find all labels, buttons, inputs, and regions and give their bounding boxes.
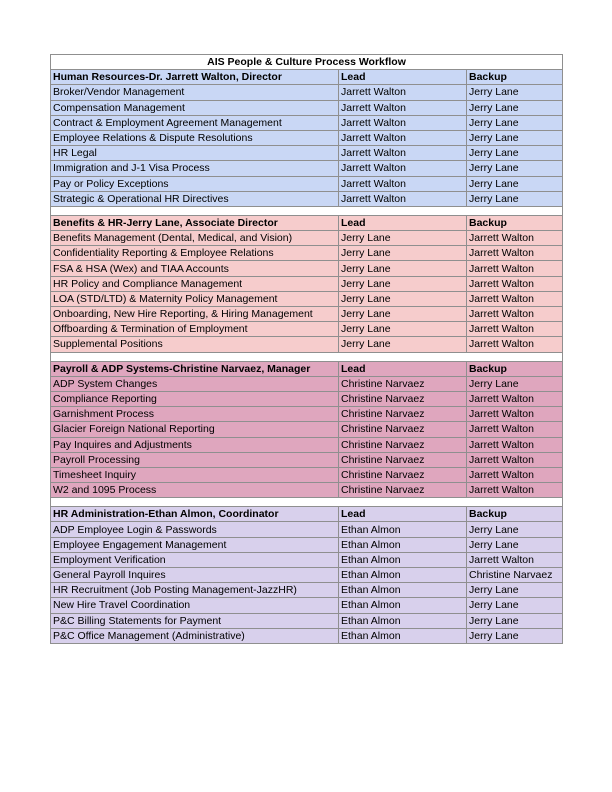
- process-cell: Garnishment Process: [51, 407, 339, 422]
- backup-cell: Jarrett Walton: [467, 483, 563, 498]
- workflow-table-body: [51, 55, 563, 644]
- table-row: [51, 261, 563, 276]
- table-row: [51, 583, 563, 598]
- process-cell: Strategic & Operational HR Directives: [51, 191, 339, 206]
- lead-cell: Jarrett Walton: [339, 146, 467, 161]
- process-cell: W2 and 1095 Process: [51, 483, 339, 498]
- table-row: [51, 85, 563, 100]
- backup-cell: Jarrett Walton: [467, 322, 563, 337]
- spacer-cell: [51, 498, 563, 507]
- backup-cell: Jarrett Walton: [467, 291, 563, 306]
- backup-cell: Jerry Lane: [467, 130, 563, 145]
- backup-cell: Jerry Lane: [467, 100, 563, 115]
- table-row: [51, 161, 563, 176]
- backup-cell: Jarrett Walton: [467, 307, 563, 322]
- lead-cell: Jerry Lane: [339, 337, 467, 352]
- backup-cell: Jerry Lane: [467, 115, 563, 130]
- section-spacer: [51, 352, 563, 361]
- lead-cell: Jarrett Walton: [339, 115, 467, 130]
- lead-cell: Christine Narvaez: [339, 467, 467, 482]
- process-cell: Pay Inquires and Adjustments: [51, 437, 339, 452]
- lead-cell: Ethan Almon: [339, 568, 467, 583]
- lead-cell: Christine Narvaez: [339, 483, 467, 498]
- lead-cell: Jarrett Walton: [339, 191, 467, 206]
- process-cell: Confidentiality Reporting & Employee Relations: [51, 246, 339, 261]
- process-cell: Pay or Policy Exceptions: [51, 176, 339, 191]
- process-cell: Employee Engagement Management: [51, 537, 339, 552]
- backup-cell: Jerry Lane: [467, 85, 563, 100]
- lead-cell: Christine Narvaez: [339, 452, 467, 467]
- table-row: [51, 452, 563, 467]
- table-row: [51, 467, 563, 482]
- workflow-table: [50, 54, 563, 644]
- backup-column-header: Backup: [467, 70, 563, 85]
- backup-cell: Jarrett Walton: [467, 407, 563, 422]
- process-cell: Compliance Reporting: [51, 391, 339, 406]
- backup-column-header: Backup: [467, 507, 563, 522]
- lead-cell: Jerry Lane: [339, 291, 467, 306]
- lead-cell: Jerry Lane: [339, 276, 467, 291]
- process-cell: Payroll Processing: [51, 452, 339, 467]
- lead-cell: Christine Narvaez: [339, 391, 467, 406]
- process-cell: Employment Verification: [51, 552, 339, 567]
- process-cell: Immigration and J-1 Visa Process: [51, 161, 339, 176]
- table-row: [51, 568, 563, 583]
- section-spacer: [51, 498, 563, 507]
- backup-cell: Jarrett Walton: [467, 276, 563, 291]
- spacer-cell: [51, 352, 563, 361]
- lead-cell: Ethan Almon: [339, 598, 467, 613]
- process-cell: Glacier Foreign National Reporting: [51, 422, 339, 437]
- backup-column-header: Backup: [467, 361, 563, 376]
- process-cell: LOA (STD/LTD) & Maternity Policy Management: [51, 291, 339, 306]
- backup-column-header: Backup: [467, 215, 563, 230]
- lead-column-header: Lead: [339, 507, 467, 522]
- table-row: [51, 407, 563, 422]
- table-row: [51, 291, 563, 306]
- lead-cell: Ethan Almon: [339, 552, 467, 567]
- lead-column-header: Lead: [339, 361, 467, 376]
- lead-cell: Ethan Almon: [339, 613, 467, 628]
- spacer-cell: [51, 206, 563, 215]
- backup-cell: Jerry Lane: [467, 161, 563, 176]
- lead-cell: Jerry Lane: [339, 231, 467, 246]
- table-row: [51, 246, 563, 261]
- table-row: [51, 307, 563, 322]
- lead-cell: Jarrett Walton: [339, 100, 467, 115]
- table-row: [51, 130, 563, 145]
- process-cell: New Hire Travel Coordination: [51, 598, 339, 613]
- lead-cell: Jarrett Walton: [339, 176, 467, 191]
- section-header-row: [51, 215, 563, 230]
- process-cell: Broker/Vendor Management: [51, 85, 339, 100]
- table-row: [51, 276, 563, 291]
- backup-cell: Jerry Lane: [467, 537, 563, 552]
- backup-cell: Jerry Lane: [467, 191, 563, 206]
- section-header: Payroll & ADP Systems-Christine Narvaez, Manager: [51, 361, 339, 376]
- table-row: [51, 598, 563, 613]
- section-header: Human Resources-Dr. Jarrett Walton, Director: [51, 70, 339, 85]
- process-cell: Employee Relations & Dispute Resolutions: [51, 130, 339, 145]
- process-cell: Offboarding & Termination of Employment: [51, 322, 339, 337]
- backup-cell: Christine Narvaez: [467, 568, 563, 583]
- backup-cell: Jarrett Walton: [467, 261, 563, 276]
- section-spacer: [51, 206, 563, 215]
- table-row: [51, 100, 563, 115]
- lead-cell: Ethan Almon: [339, 583, 467, 598]
- lead-cell: Jerry Lane: [339, 322, 467, 337]
- lead-cell: Jerry Lane: [339, 246, 467, 261]
- table-row: [51, 552, 563, 567]
- backup-cell: Jerry Lane: [467, 628, 563, 643]
- process-cell: Compensation Management: [51, 100, 339, 115]
- table-row: [51, 176, 563, 191]
- backup-cell: Jarrett Walton: [467, 231, 563, 246]
- lead-cell: Jarrett Walton: [339, 130, 467, 145]
- lead-cell: Christine Narvaez: [339, 407, 467, 422]
- section-header-row: [51, 70, 563, 85]
- process-cell: P&C Billing Statements for Payment: [51, 613, 339, 628]
- backup-cell: Jerry Lane: [467, 613, 563, 628]
- section-header-row: [51, 361, 563, 376]
- lead-cell: Ethan Almon: [339, 628, 467, 643]
- table-row: [51, 628, 563, 643]
- process-cell: ADP Employee Login & Passwords: [51, 522, 339, 537]
- process-cell: Benefits Management (Dental, Medical, and Vision): [51, 231, 339, 246]
- table-row: [51, 376, 563, 391]
- process-cell: ADP System Changes: [51, 376, 339, 391]
- lead-cell: Jarrett Walton: [339, 161, 467, 176]
- process-cell: Timesheet Inquiry: [51, 467, 339, 482]
- lead-cell: Christine Narvaez: [339, 422, 467, 437]
- process-cell: Supplemental Positions: [51, 337, 339, 352]
- backup-cell: Jarrett Walton: [467, 467, 563, 482]
- table-row: [51, 537, 563, 552]
- lead-cell: Ethan Almon: [339, 537, 467, 552]
- section-header: HR Administration-Ethan Almon, Coordinator: [51, 507, 339, 522]
- table-row: [51, 522, 563, 537]
- table-row: [51, 483, 563, 498]
- backup-cell: Jarrett Walton: [467, 391, 563, 406]
- process-cell: General Payroll Inquires: [51, 568, 339, 583]
- lead-cell: Christine Narvaez: [339, 437, 467, 452]
- process-cell: HR Policy and Compliance Management: [51, 276, 339, 291]
- backup-cell: Jarrett Walton: [467, 246, 563, 261]
- process-cell: P&C Office Management (Administrative): [51, 628, 339, 643]
- backup-cell: Jerry Lane: [467, 376, 563, 391]
- table-row: [51, 322, 563, 337]
- lead-column-header: Lead: [339, 215, 467, 230]
- process-cell: HR Legal: [51, 146, 339, 161]
- lead-cell: Ethan Almon: [339, 522, 467, 537]
- backup-cell: Jerry Lane: [467, 522, 563, 537]
- lead-cell: Jerry Lane: [339, 307, 467, 322]
- table-row: [51, 613, 563, 628]
- table-row: [51, 437, 563, 452]
- lead-cell: Jerry Lane: [339, 261, 467, 276]
- process-cell: HR Recruitment (Job Posting Management-JazzHR): [51, 583, 339, 598]
- backup-cell: Jerry Lane: [467, 583, 563, 598]
- section-header-row: [51, 507, 563, 522]
- backup-cell: Jerry Lane: [467, 598, 563, 613]
- table-row: [51, 231, 563, 246]
- table-row: [51, 191, 563, 206]
- lead-column-header: Lead: [339, 70, 467, 85]
- process-cell: Contract & Employment Agreement Management: [51, 115, 339, 130]
- backup-cell: Jarrett Walton: [467, 337, 563, 352]
- table-row: [51, 115, 563, 130]
- backup-cell: Jarrett Walton: [467, 422, 563, 437]
- title-row: [51, 55, 563, 70]
- backup-cell: Jerry Lane: [467, 146, 563, 161]
- backup-cell: Jerry Lane: [467, 176, 563, 191]
- section-header: Benefits & HR-Jerry Lane, Associate Director: [51, 215, 339, 230]
- table-row: [51, 422, 563, 437]
- lead-cell: Jarrett Walton: [339, 85, 467, 100]
- table-title: AIS People & Culture Process Workflow: [51, 55, 563, 70]
- backup-cell: Jarrett Walton: [467, 437, 563, 452]
- lead-cell: Christine Narvaez: [339, 376, 467, 391]
- table-row: [51, 146, 563, 161]
- table-row: [51, 337, 563, 352]
- table-row: [51, 391, 563, 406]
- process-cell: FSA & HSA (Wex) and TIAA Accounts: [51, 261, 339, 276]
- backup-cell: Jarrett Walton: [467, 552, 563, 567]
- process-cell: Onboarding, New Hire Reporting, & Hiring Management: [51, 307, 339, 322]
- backup-cell: Jarrett Walton: [467, 452, 563, 467]
